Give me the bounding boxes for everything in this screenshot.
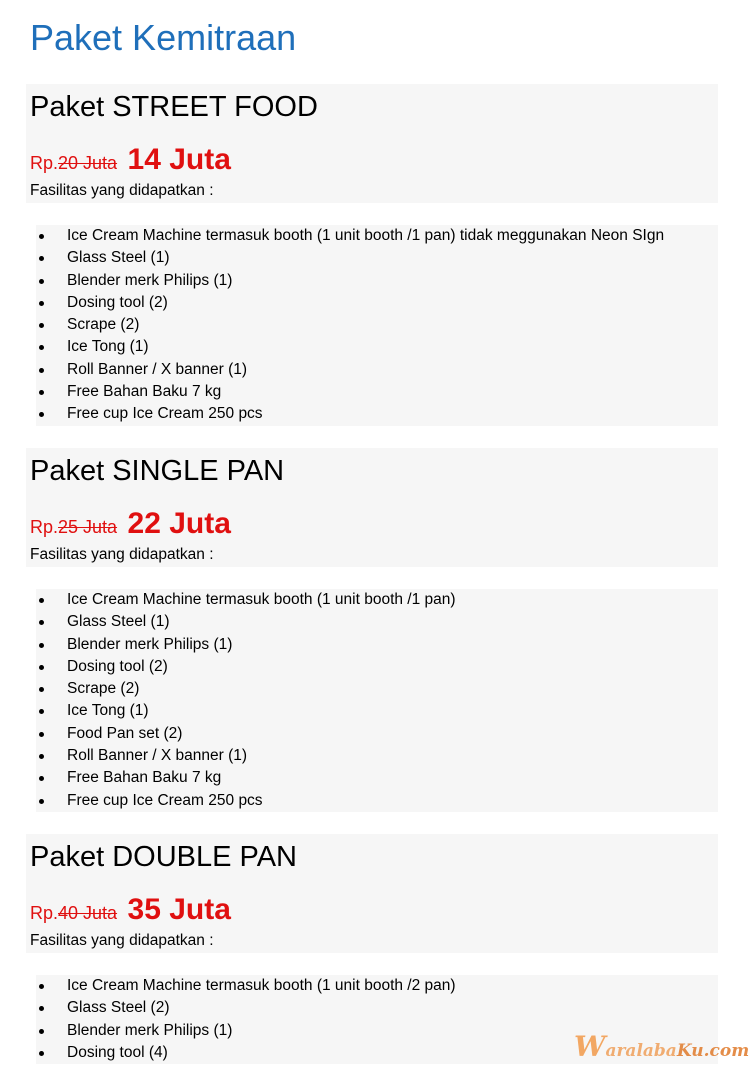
old-price: 40 Juta — [58, 903, 118, 923]
bullet-icon — [39, 256, 44, 261]
new-price: 22 Juta — [127, 507, 231, 540]
bullet-icon — [39, 984, 44, 989]
list-item: Free cup Ice Cream 250 pcs — [36, 790, 718, 812]
list-item: Blender merk Philips (1) — [36, 1020, 718, 1042]
list-item: Dosing tool (2) — [36, 656, 718, 678]
new-price: 35 Juta — [127, 893, 231, 926]
list-item: Ice Cream Machine termasuk booth (1 unit booth /1 pan) tidak meggunakan Neon SIgn — [36, 225, 718, 247]
list-item: Blender merk Philips (1) — [36, 634, 718, 656]
price-line — [30, 892, 231, 933]
currency-prefix: Rp. — [30, 903, 59, 923]
new-price: 14 Juta — [127, 143, 231, 176]
bullet-icon — [39, 412, 44, 417]
watermark-logo: WaralabaKu.com — [574, 1030, 749, 1063]
list-item: Food Pan set (2) — [36, 723, 718, 745]
list-item: Roll Banner / X banner (1) — [36, 745, 718, 767]
list-item: Free Bahan Baku 7 kg — [36, 767, 718, 789]
list-item: Ice Cream Machine termasuk booth (1 unit booth /1 pan) — [36, 589, 718, 611]
bullet-icon — [39, 598, 44, 603]
list-item: Free Bahan Baku 7 kg — [36, 381, 718, 403]
list-item: Glass Steel (1) — [36, 247, 718, 269]
old-price: 20 Juta — [58, 153, 118, 173]
list-item: Scrape (2) — [36, 314, 718, 336]
bullet-icon — [39, 234, 44, 239]
bullet-icon — [39, 1006, 44, 1011]
price-line — [30, 506, 231, 547]
bullet-icon — [39, 620, 44, 625]
list-item: Free cup Ice Cream 250 pcs — [36, 403, 718, 425]
list-item: Dosing tool (4) — [36, 1042, 718, 1064]
list-item: Scrape (2) — [36, 678, 718, 700]
bullet-icon — [39, 301, 44, 306]
package-name: Paket DOUBLE PAN — [30, 841, 298, 873]
list-item: Ice Tong (1) — [36, 336, 718, 358]
bullet-icon — [39, 665, 44, 670]
list-item: Ice Cream Machine termasuk booth (1 unit booth /2 pan) — [36, 975, 718, 997]
bullet-icon — [39, 776, 44, 781]
bullet-icon — [39, 687, 44, 692]
bullet-icon — [39, 390, 44, 395]
facilities-list-single-pan — [36, 589, 718, 812]
package-name: Paket STREET FOOD — [30, 91, 318, 123]
list-item: Glass Steel (2) — [36, 997, 718, 1019]
old-price: 25 Juta — [58, 517, 118, 537]
bullet-icon — [39, 799, 44, 804]
bullet-icon — [39, 1051, 44, 1056]
bullet-icon — [39, 323, 44, 328]
bullet-icon — [39, 279, 44, 284]
package-header-single-pan — [26, 448, 718, 567]
page-title: Paket Kemitraan — [30, 17, 297, 58]
bullet-icon — [39, 754, 44, 759]
list-item: Blender merk Philips (1) — [36, 270, 718, 292]
list-item: Glass Steel (1) — [36, 611, 718, 633]
package-name: Paket SINGLE PAN — [30, 455, 285, 487]
currency-prefix: Rp. — [30, 153, 59, 173]
currency-prefix: Rp. — [30, 517, 59, 537]
bullet-icon — [39, 732, 44, 737]
bullet-icon — [39, 345, 44, 350]
list-item: Roll Banner / X banner (1) — [36, 359, 718, 381]
package-header-double-pan — [26, 834, 718, 953]
facilities-label: Fasilitas yang didapatkan : — [30, 932, 214, 949]
list-item: Ice Tong (1) — [36, 700, 718, 722]
bullet-icon — [39, 709, 44, 714]
facilities-label: Fasilitas yang didapatkan : — [30, 182, 214, 199]
bullet-icon — [39, 643, 44, 648]
facilities-label: Fasilitas yang didapatkan : — [30, 546, 214, 563]
facilities-list-street-food — [36, 225, 718, 426]
bullet-icon — [39, 368, 44, 373]
price-line — [30, 142, 231, 183]
list-item: Dosing tool (2) — [36, 292, 718, 314]
package-header-street-food — [26, 84, 718, 203]
bullet-icon — [39, 1029, 44, 1034]
